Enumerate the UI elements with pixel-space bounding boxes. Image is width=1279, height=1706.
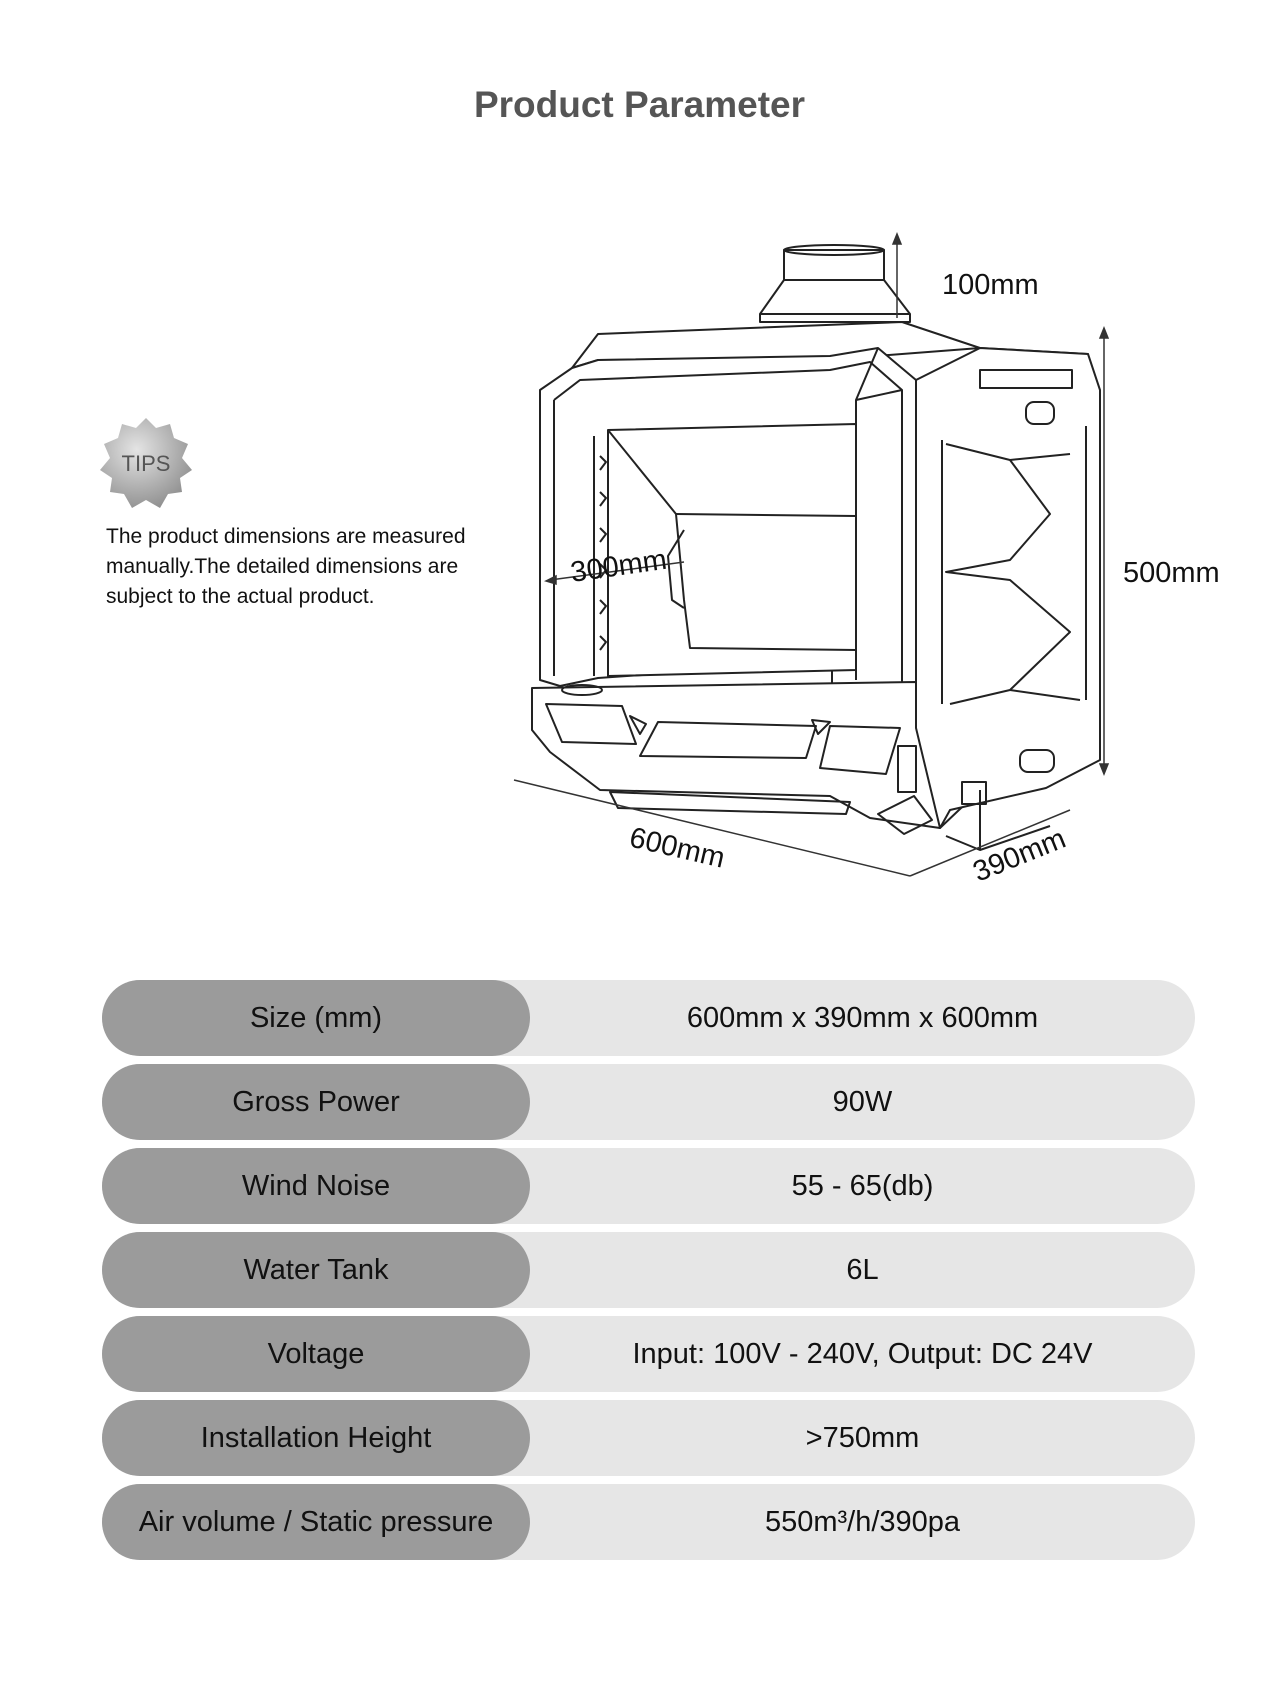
parameter-value: 600mm x 390mm x 600mm	[686, 1001, 1039, 1034]
parameter-label: Wind Noise	[102, 1148, 530, 1224]
parameter-value: >750mm	[805, 1421, 920, 1454]
parameter-value: 6L	[846, 1253, 879, 1286]
product-drawing	[510, 230, 1250, 900]
parameter-value: 55 - 65(db)	[791, 1169, 934, 1202]
dim-label-depth: 390mm	[968, 822, 1071, 889]
parameter-label: Size (mm)	[102, 980, 530, 1056]
parameter-label: Air volume / Static pressure	[102, 1484, 530, 1560]
side-panel	[916, 348, 1100, 850]
dim-label-duct-height: 100mm	[942, 269, 1039, 301]
parameter-label: Voltage	[102, 1316, 530, 1392]
parameter-row	[102, 1400, 1195, 1476]
parameter-row	[102, 980, 1195, 1056]
exhaust-duct	[760, 245, 910, 322]
page-title: Product Parameter	[473, 84, 806, 125]
dim-line-height	[1100, 328, 1108, 774]
housing-base	[532, 682, 980, 834]
dim-label-inner-depth: 300mm	[568, 543, 669, 589]
parameter-row	[102, 1148, 1195, 1224]
dim-label-height: 500mm	[1123, 557, 1220, 589]
parameter-row	[102, 1232, 1195, 1308]
tips-badge-label: TIPS	[121, 451, 171, 476]
parameter-label: Gross Power	[102, 1064, 530, 1140]
tips-note: The product dimensions are measured manually.The detailed dimensions are subject to the actual product.	[106, 525, 466, 608]
parameter-table	[102, 980, 1195, 1568]
parameter-row	[102, 1316, 1195, 1392]
parameter-value: 90W	[832, 1085, 893, 1118]
tips-badge	[98, 416, 194, 512]
parameter-label: Installation Height	[102, 1400, 530, 1476]
parameter-row	[102, 1484, 1195, 1560]
dim-label-width: 600mm	[626, 821, 728, 875]
parameter-value: 550m³/h/390pa	[764, 1505, 961, 1538]
parameter-label: Water Tank	[102, 1232, 530, 1308]
parameter-row	[102, 1064, 1195, 1140]
parameter-value: Input: 100V - 240V, Output: DC 24V	[632, 1337, 1093, 1370]
